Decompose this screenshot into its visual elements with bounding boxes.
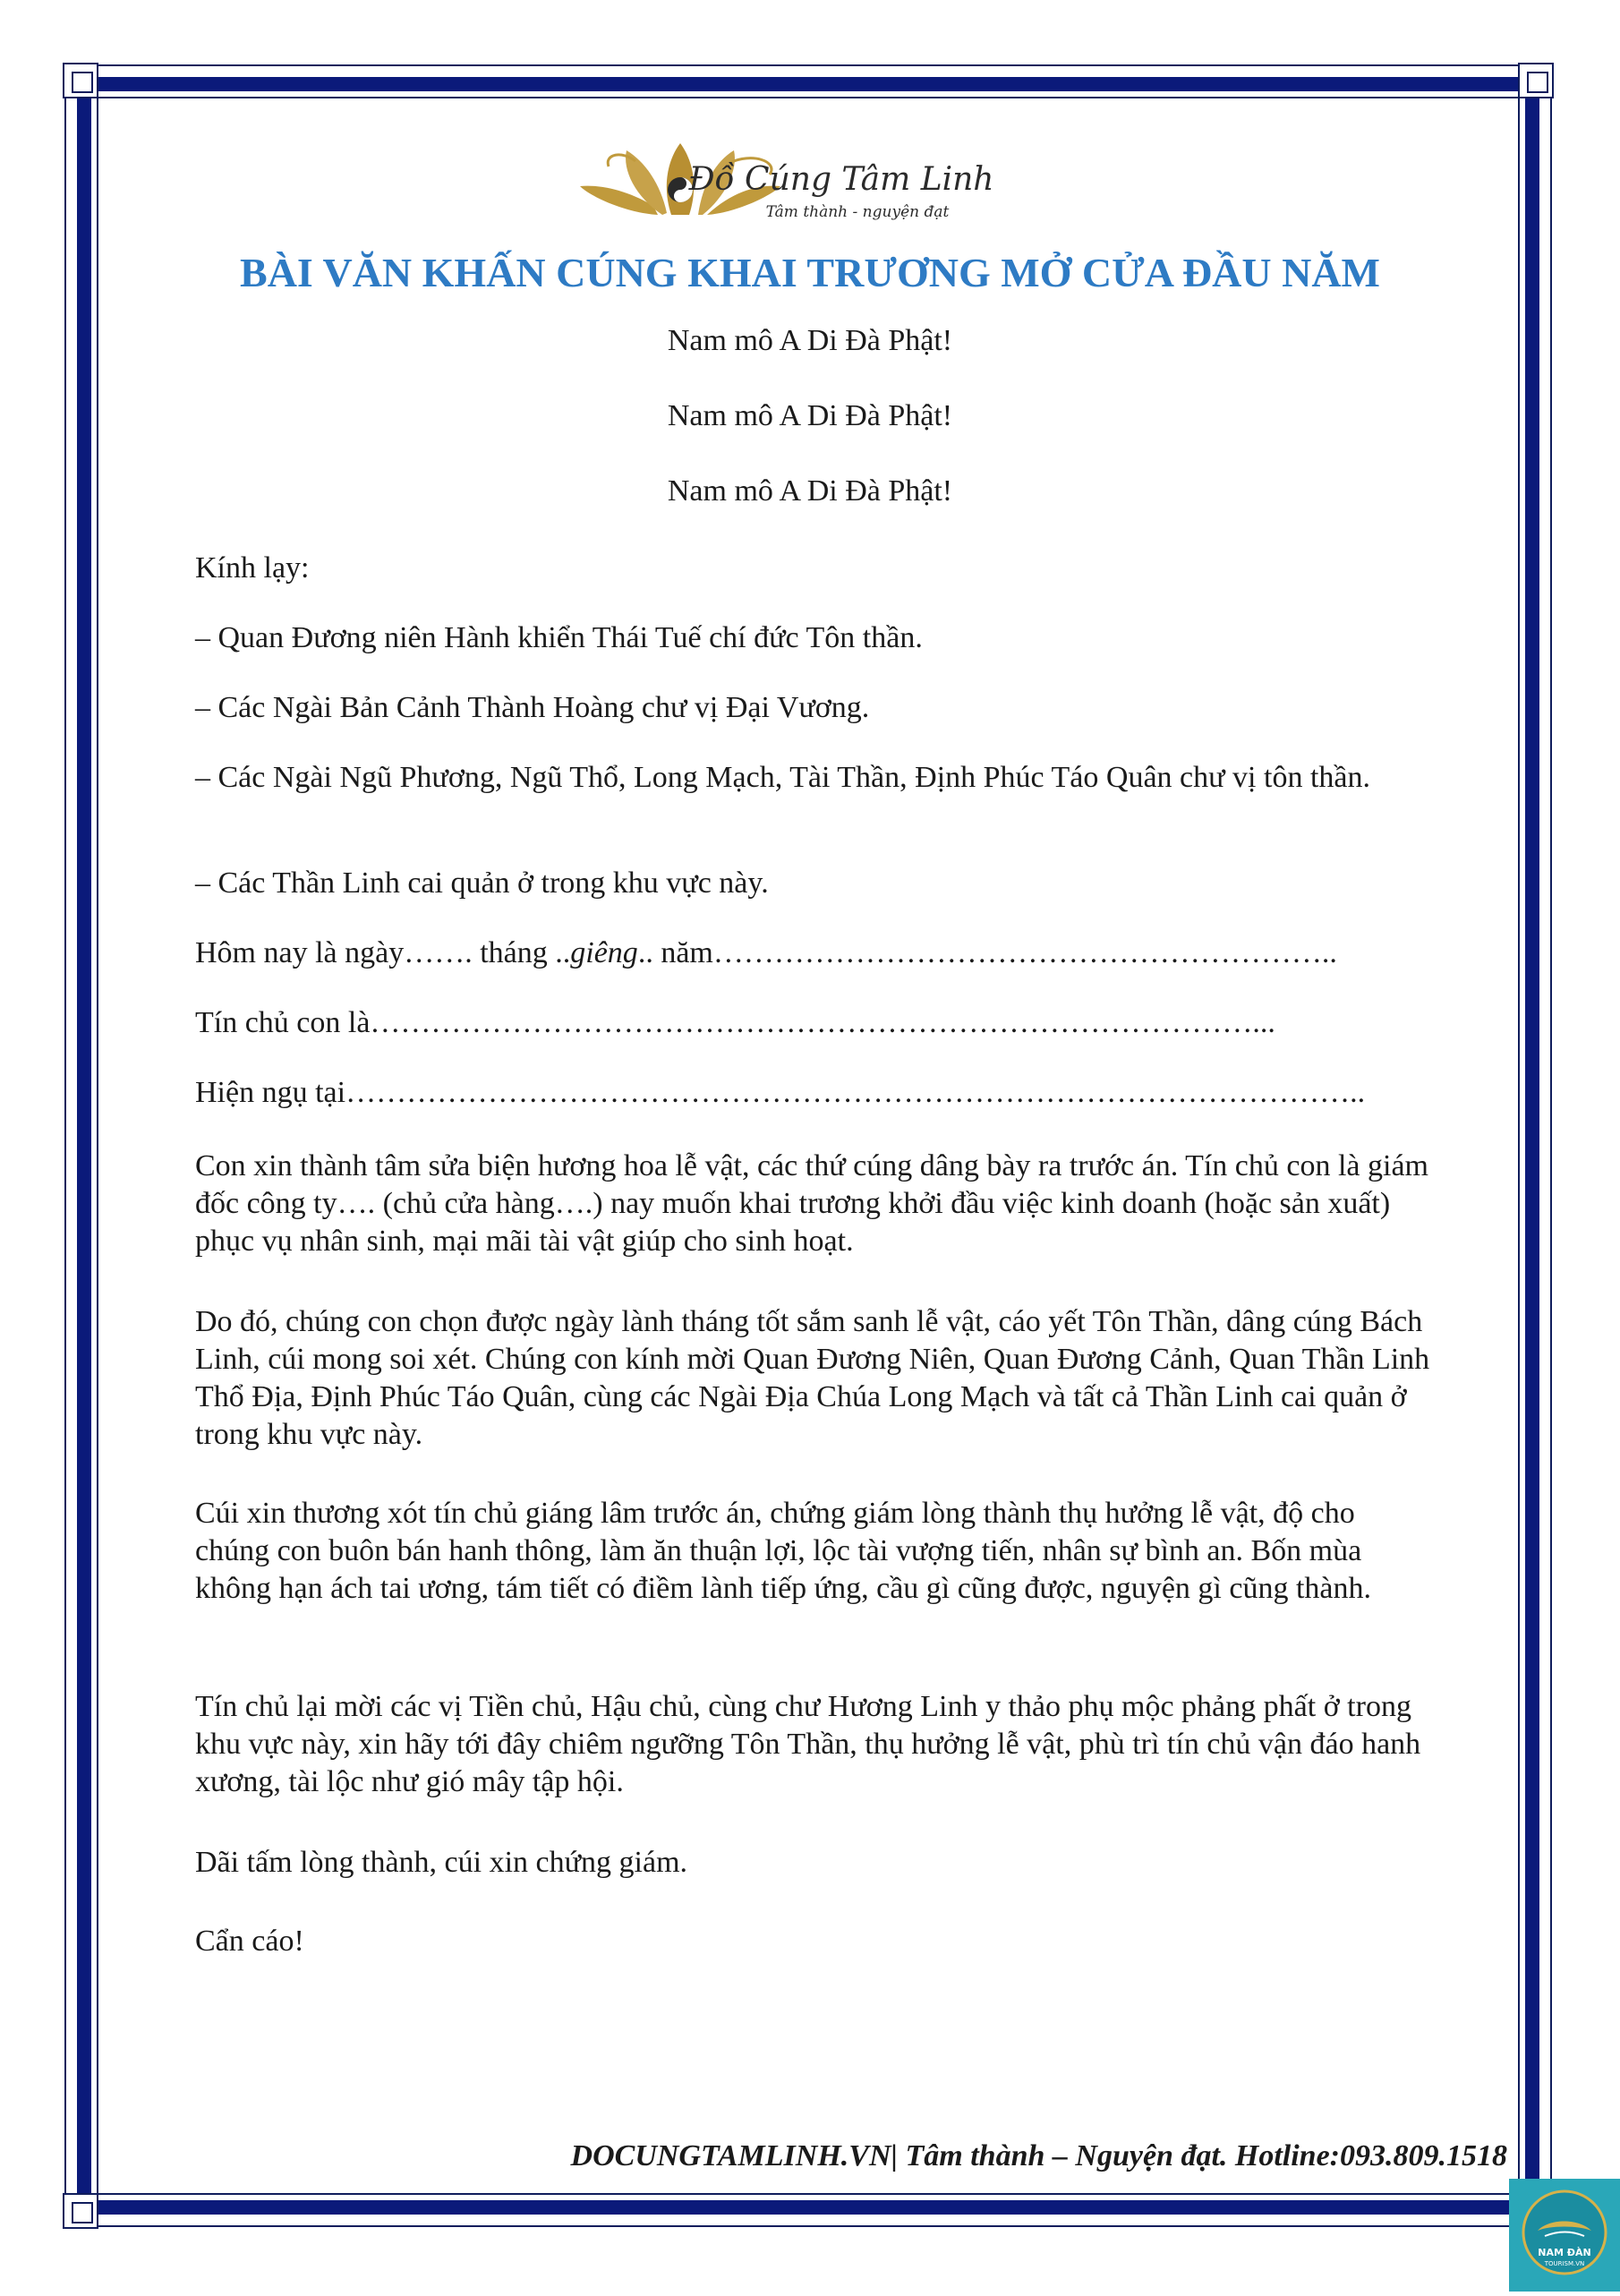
svg-text:Đồ Cúng Tâm Linh: Đồ Cúng Tâm Linh: [688, 161, 993, 198]
addressee-line: – Các Ngài Ngũ Phương, Ngũ Thổ, Long Mạch, Tài Thần, Định Phúc Táo Quân chư vị tôn thần.: [195, 761, 1370, 794]
addressee-line: – Các Ngài Bản Cảnh Thành Hoàng chư vị Đại Vương.: [195, 691, 870, 724]
closing-line: Cẩn cáo!: [195, 1925, 304, 1958]
footer-hotline: | Tâm thành – Nguyện đạt. Hotline:093.809.1518: [891, 2139, 1507, 2172]
svg-text:NAM ĐÀN: NAM ĐÀN: [1538, 2247, 1591, 2258]
document-title: BÀI VĂN KHẤN CÚNG KHAI TRƯƠNG MỞ CỬA ĐẦU NĂM: [240, 250, 1380, 295]
border-corner-top-right: [1518, 63, 1554, 98]
date-prefix: Hôm nay là ngày……. tháng ..: [195, 936, 571, 969]
footer-contact: [571, 2139, 1507, 2173]
addressee-line: – Các Thần Linh cai quản ở trong khu vực này.: [195, 866, 769, 900]
brand-logo: [573, 134, 993, 233]
nam-dan-badge: [1509, 2179, 1620, 2292]
svg-text:Tâm thành - nguyện đạt: Tâm thành - nguyện đạt: [765, 203, 950, 221]
owner-line: Tín chủ con là……………………………………………………………………………...: [195, 1006, 1275, 1039]
footer-site[interactable]: DOCUNGTAMLINH.VN: [570, 2139, 891, 2172]
paragraph-offering: Con xin thành tâm sửa biện hương hoa lễ vật, các thứ cúng dâng bày ra trước án. Tín chủ con là giám đốc công ty…. (chủ cửa hàng….) nay muốn khai trương khởi đầu việc kinh doanh (hoặc sản xuất) phục vụ nhân sinh, mại mãi tài vật giúp cho sinh hoạt.: [195, 1149, 1428, 1258]
border-corner-top-left: [63, 63, 98, 98]
closing-line: Dãi tấm lòng thành, cúi xin chứng giám.: [195, 1846, 688, 1879]
invocation-line: Nam mô A Di Đà Phật!: [667, 474, 953, 508]
svg-text:TOURISM.VN: TOURISM.VN: [1544, 2260, 1585, 2267]
addressee-line: – Quan Đương niên Hành khiển Thái Tuế chí đức Tôn thần.: [195, 621, 923, 654]
paragraph-ancestors: Tín chủ lại mời các vị Tiền chủ, Hậu chủ, cùng chư Hương Linh y thảo phụ mộc phảng phất ở trong khu vực này, xin hãy tới đây chiêm ngưỡng Tôn Thần, thụ hưởng lễ vật, phù trì tín chủ vận đáo hanh xương, tài lộc như gió mây tập hội.: [195, 1690, 1421, 1798]
paragraph-invitation: Do đó, chúng con chọn được ngày lành tháng tốt sắm sanh lễ vật, cáo yết Tôn Thần, dâng cúng Bách Linh, cúi mong soi xét. Chúng con kính mời Quan Đương Niên, Quan Đương Cảnh, Quan Thần Linh Thổ Địa, Định Phúc Táo Quân, cùng các Ngài Địa Chúa Long Mạch và tất cả Thần Linh cai quản ở trong khu vực này.: [195, 1305, 1430, 1451]
invocation-line: Nam mô A Di Đà Phật!: [667, 399, 953, 432]
nam-dan-logo-icon: [1509, 2179, 1620, 2292]
border-corner-bottom-left: [63, 2193, 98, 2229]
date-suffix: .. năm……………………………………………………..: [637, 936, 1337, 969]
date-line: [195, 935, 1430, 972]
invocation-line: Nam mô A Di Đà Phật!: [667, 324, 953, 357]
lotus-logo-icon: [573, 134, 993, 233]
paragraph-blessing: Cúi xin thương xót tín chủ giáng lâm trước án, chứng giám lòng thành thụ hưởng lễ vật, độ cho chúng con buôn bán hanh thông, làm ăn thuận lợi, lộc tài vượng tiến, nhân sự bình an. Bốn mùa không hạn ách tai ương, tám tiết có điềm lành tiếp ứng, cầu gì cũng được, nguyện gì cũng thành.: [195, 1497, 1371, 1605]
greeting: Kính lạy:: [195, 551, 310, 585]
month-value: giêng: [570, 936, 638, 969]
address-line: Hiện ngụ tại………………………………………………………………………………………..: [195, 1076, 1366, 1109]
